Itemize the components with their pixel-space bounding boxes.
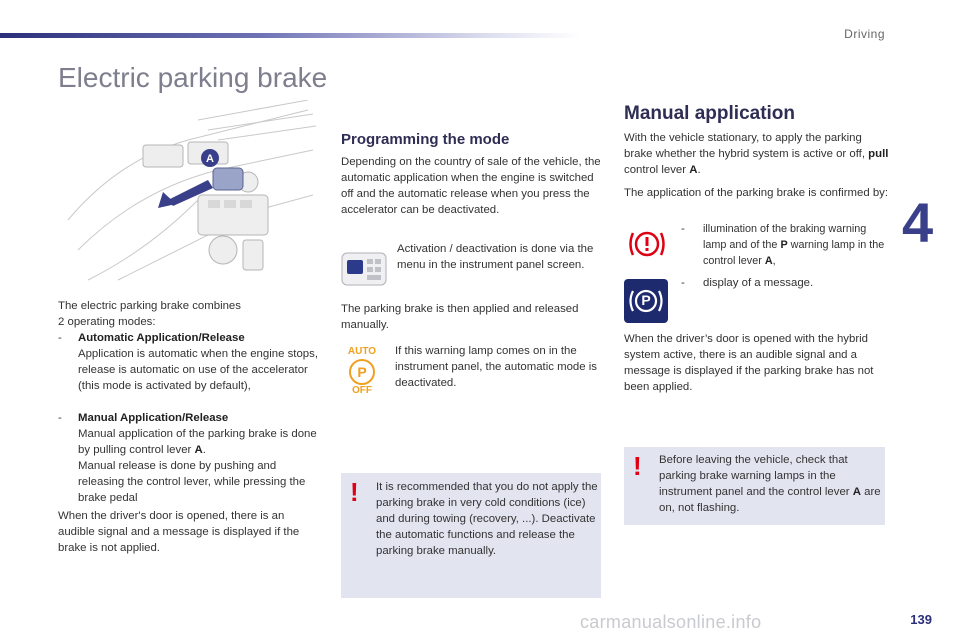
page-title: Electric parking brake [58, 62, 328, 93]
intro-line1: The electric parking brake combines [58, 300, 241, 312]
note-leaving-text [659, 452, 881, 516]
programming-para1: Depending on the country of sale of the vehicle, the automatic application when the engine is switched off and the automatic release when you press the accelerator can be deactivated. [341, 156, 601, 216]
mode1-title: Automatic Application/Release [78, 332, 245, 344]
note-cold-text: It is recommended that you do not apply the parking brake in very cold conditions (ice) and during towing (recovery, ...). Deactivate the automatic functions and release the parking brake manually. [376, 481, 598, 557]
p-letter: P [641, 292, 651, 308]
manual-para3: When the driver’s door is opened with the hybrid system active, there is an audible signal and a message is displayed if the parking brake has not been applied. [624, 333, 874, 393]
exclamation-icon: ! [350, 477, 359, 507]
dash: - [681, 223, 685, 235]
lever-a-label: A [206, 153, 214, 165]
brake-warning-icon [626, 224, 668, 264]
note2-a: Before leaving the vehicle, check that parking brake warning lamps in the instrument panel and the control lever [659, 454, 853, 498]
manual-lever: A [689, 164, 698, 176]
bullet2: display of a message. [703, 277, 814, 289]
warning-lamp-text: If this warning lamp comes on in the instrument panel, the automatic mode is deactivated. [395, 345, 597, 389]
manual-para1-c: . [697, 164, 701, 176]
off-label: OFF [352, 385, 372, 396]
programming-title: Programming the mode [341, 131, 510, 148]
mode2-text-b: . [202, 444, 206, 456]
section-label: Driving [844, 27, 885, 41]
note-box-cold [341, 473, 601, 598]
pull-word: pull [868, 148, 889, 160]
auto-label: AUTO [347, 346, 377, 357]
chapter-number: 4 [902, 191, 934, 254]
console-illustration [58, 100, 318, 290]
manual-title: Manual application [624, 103, 796, 124]
mode2-lever: A [194, 444, 203, 456]
intro-closing: When the driver's door is opened, there is an audible signal and a message is displayed if the brake is not applied. [58, 510, 300, 554]
header-gradient-bar [0, 33, 580, 38]
mode1-item [58, 330, 320, 394]
parking-p-warning-icon [624, 279, 668, 323]
manual-para1 [624, 130, 889, 178]
page-number: 139 [910, 612, 932, 627]
auto-off-warning-icon [343, 347, 381, 395]
p-circle-icon: P [349, 359, 375, 385]
manual-para1-a: With the vehicle stationary, to apply the parking brake whether the hybrid system is active or off, [624, 132, 869, 160]
dash: - [58, 412, 62, 424]
mode2-item [58, 410, 320, 506]
note-box-leaving [624, 447, 885, 525]
note2-lever: A [852, 486, 861, 498]
programming-para2: The parking brake is then applied and released manually. [341, 303, 579, 331]
bullet1-lever: A [764, 255, 773, 267]
manual-para1-b: control lever [624, 164, 690, 176]
mode2-text-a: Manual application of the parking brake is done by pulling control lever [78, 428, 317, 456]
bullet1-b: warning lamp in the control lever [703, 239, 885, 267]
activation-text: Activation / deactivation is done via the menu in the instrument panel screen. [397, 243, 594, 271]
mode2-title: Manual Application/Release [78, 412, 229, 424]
note2-b: are on, not flashing. [659, 486, 881, 514]
instrument-panel-icon [341, 252, 387, 286]
bullet1 [703, 221, 888, 269]
bullet1-p: P [780, 239, 788, 251]
dash: - [58, 332, 62, 344]
manual-para2: The application of the parking brake is confirmed by: [624, 187, 889, 199]
watermark: carmanualsonline.info [580, 612, 762, 632]
intro-line2: 2 operating modes: [58, 316, 156, 328]
mode1-text: Application is automatic when the engine stops, release is automatic on use of the accelerator (this mode is activated by default), [78, 348, 318, 392]
dash: - [681, 277, 685, 289]
exclamation-icon: ! [633, 451, 642, 481]
mode2-text-c: Manual release is done by pushing and releasing the control lever, while pressing the brake pedal [78, 460, 306, 504]
bullet1-c: , [772, 255, 776, 267]
bullet1-a: illumination of the braking warning lamp and of the [703, 223, 867, 251]
